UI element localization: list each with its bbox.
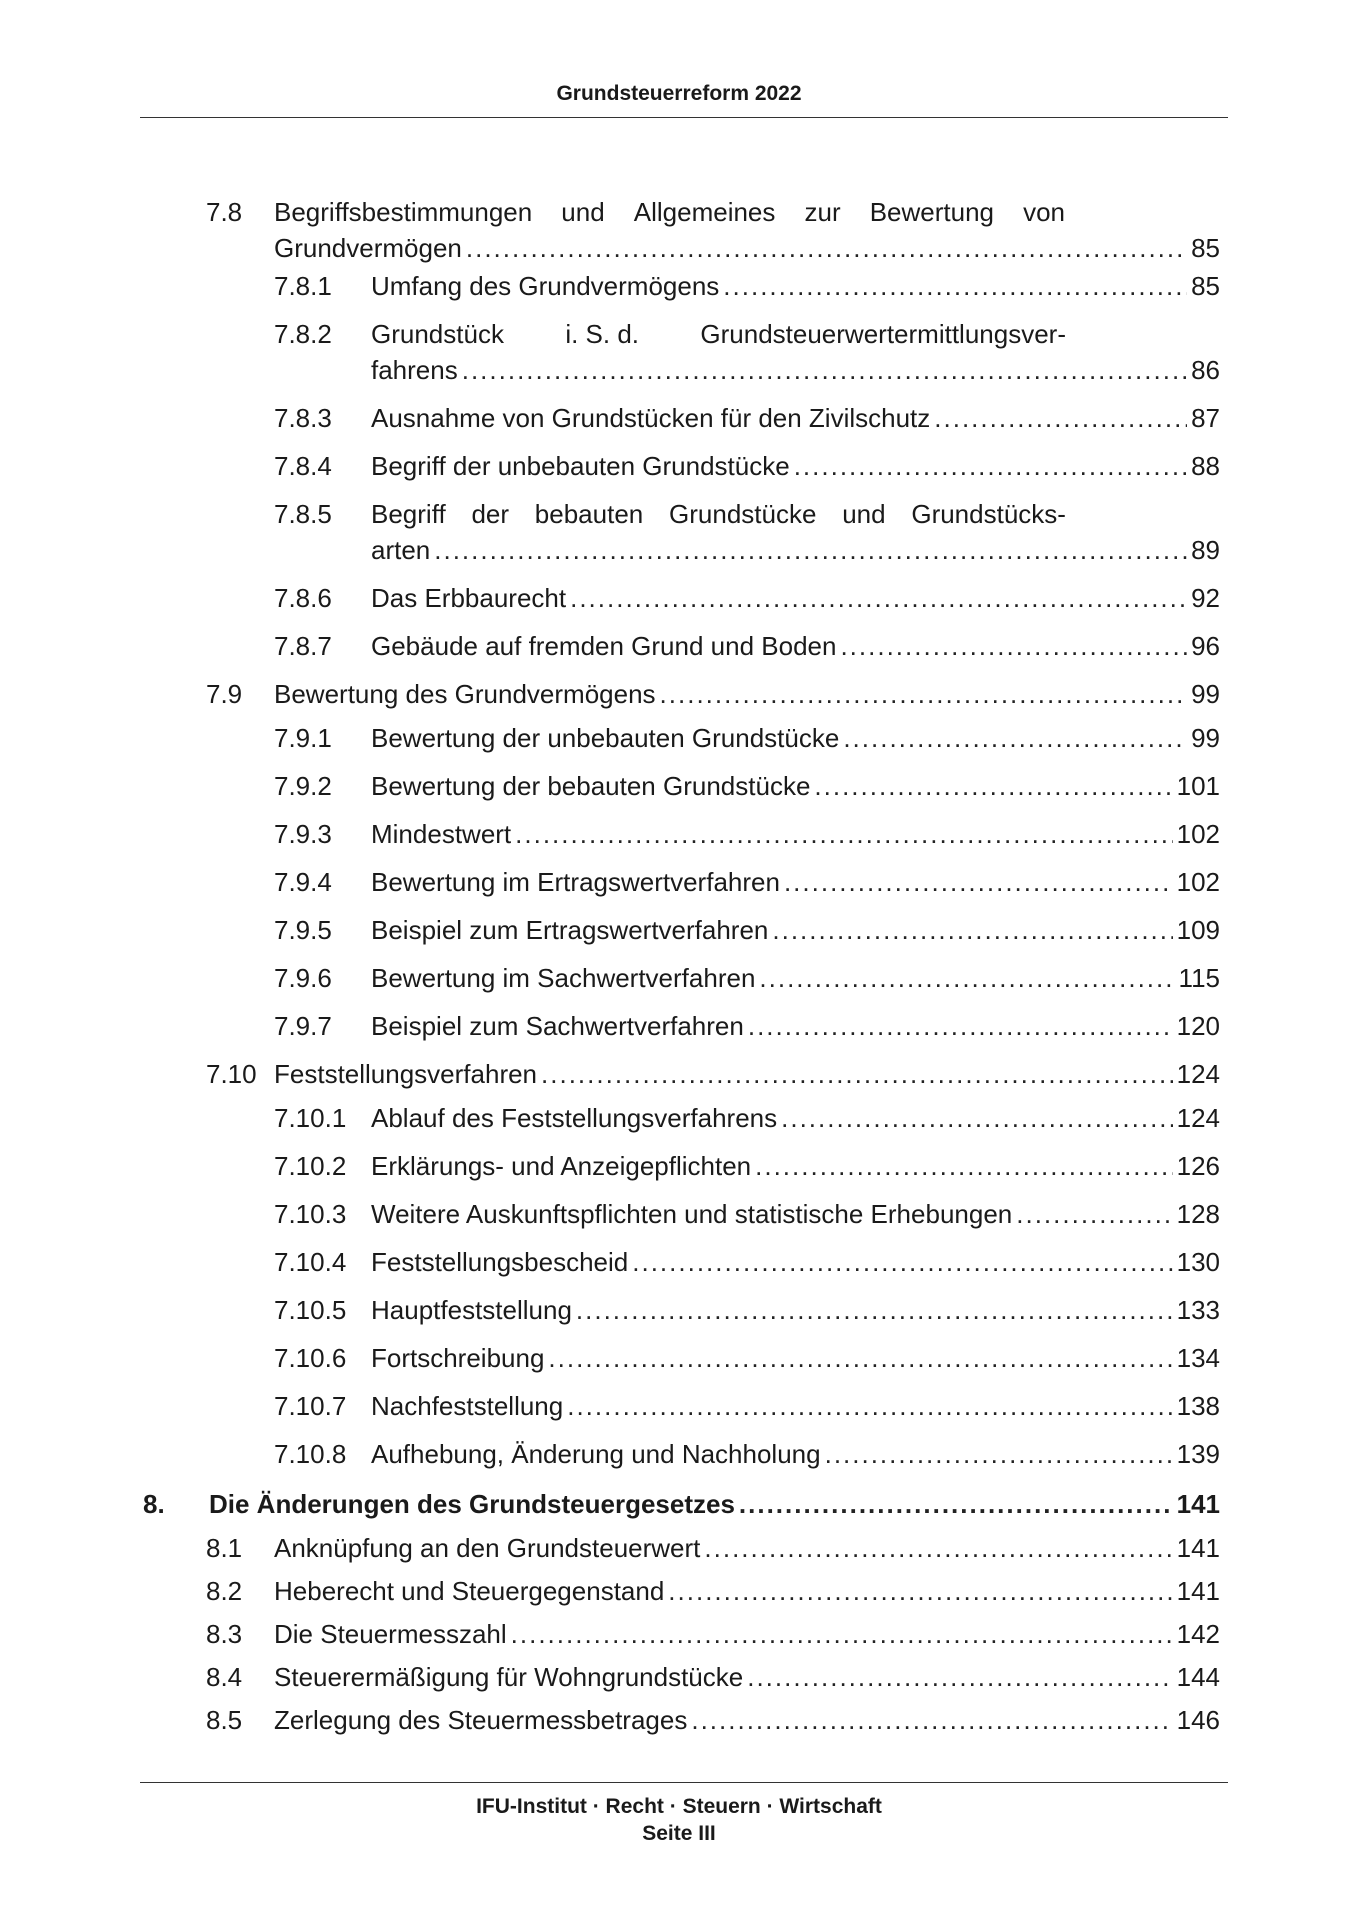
toc-page: 102 bbox=[1176, 819, 1220, 849]
toc-title: Grundvermögen bbox=[274, 233, 462, 263]
toc-page: 133 bbox=[1176, 1295, 1220, 1325]
toc-number: 7.8.7 bbox=[274, 631, 332, 661]
footer-rule bbox=[140, 1782, 1228, 1783]
toc-number: 7.9 bbox=[206, 679, 243, 709]
toc-number: 7.10.3 bbox=[274, 1199, 347, 1229]
toc-title: Erklärungs- und Anzeigepflichten bbox=[371, 1151, 752, 1181]
toc-title: Feststellungsbescheid bbox=[371, 1247, 629, 1277]
toc-number: 7.10.2 bbox=[274, 1151, 347, 1181]
toc-leader bbox=[434, 532, 1187, 568]
toc-leader bbox=[462, 352, 1187, 388]
toc-title-line2 bbox=[371, 352, 1220, 388]
toc-title: Die Steuermesszahl bbox=[274, 1619, 507, 1649]
toc-title: Ablauf des Feststellungsverfahrens bbox=[371, 1103, 778, 1133]
toc-leader bbox=[691, 1702, 1172, 1738]
toc-leader bbox=[1016, 1196, 1172, 1232]
toc-leader bbox=[723, 268, 1187, 304]
toc-leader bbox=[668, 1573, 1172, 1609]
toc-number: 7.10.8 bbox=[274, 1439, 347, 1469]
toc-title: Bewertung der unbebauten Grundstücke bbox=[371, 723, 840, 753]
toc-page: 115 bbox=[1178, 963, 1220, 993]
toc-number: 7.9.4 bbox=[274, 867, 332, 897]
toc-page: 138 bbox=[1176, 1391, 1220, 1421]
toc-entry-7-10-3[interactable] bbox=[274, 1196, 1220, 1232]
toc-entry-8-1[interactable] bbox=[206, 1530, 1220, 1566]
toc-number: 7.8.5 bbox=[274, 499, 332, 529]
toc-title: Bewertung des Grundvermögens bbox=[274, 679, 656, 709]
toc-page: 99 bbox=[1191, 679, 1220, 709]
toc-entry-7-8-1[interactable] bbox=[274, 268, 1220, 304]
toc-title: Gebäude auf fremden Grund und Boden bbox=[371, 631, 837, 661]
toc-title: Umfang des Grundvermögens bbox=[371, 271, 720, 301]
toc-title: Fortschreibung bbox=[371, 1343, 545, 1373]
toc-page: 124 bbox=[1176, 1059, 1220, 1089]
toc-page: 130 bbox=[1176, 1247, 1220, 1277]
footer-publisher: IFU-Institut · Recht · Steuern · Wirtschaft bbox=[476, 1795, 882, 1818]
toc-number: 7.9.5 bbox=[274, 915, 332, 945]
toc-page: 144 bbox=[1176, 1662, 1220, 1692]
toc-number: 8.5 bbox=[206, 1705, 243, 1735]
toc-leader bbox=[511, 1616, 1173, 1652]
toc-title-line1: Grundstück i. S. d. Grundsteuerwertermittlungsver- bbox=[371, 319, 1066, 349]
toc-page: 120 bbox=[1176, 1011, 1220, 1041]
toc-title: Beispiel zum Ertragswertverfahren bbox=[371, 915, 769, 945]
toc-page: 126 bbox=[1176, 1151, 1220, 1181]
toc-number: 7.8.1 bbox=[274, 271, 332, 301]
toc-number: 7.9.7 bbox=[274, 1011, 332, 1041]
toc-entry-7-10-4[interactable] bbox=[274, 1244, 1220, 1280]
toc-entry-7-10-8[interactable] bbox=[274, 1436, 1220, 1472]
toc-page: 92 bbox=[1191, 583, 1220, 613]
toc-page: 101 bbox=[1176, 771, 1220, 801]
toc-number: 7.10.1 bbox=[274, 1103, 347, 1133]
toc-leader bbox=[840, 628, 1187, 664]
toc-entry-7-8-5[interactable] bbox=[274, 496, 1220, 568]
toc-page: 99 bbox=[1191, 723, 1220, 753]
toc-entry-7-8-6[interactable] bbox=[274, 580, 1220, 616]
toc-number: 8.4 bbox=[206, 1662, 243, 1692]
footer-page-number: Seite III bbox=[642, 1822, 716, 1845]
toc-entry-7-9-1[interactable] bbox=[274, 720, 1220, 756]
toc-page: 85 bbox=[1191, 233, 1220, 263]
toc-leader bbox=[567, 1388, 1172, 1424]
toc-leader bbox=[576, 1292, 1173, 1328]
toc-title: Zerlegung des Steuermessbetrages bbox=[274, 1705, 688, 1735]
toc-title-line1: Begriffsbestimmungen und Allgemeines zur Bewertung von bbox=[274, 197, 1065, 227]
toc-number: 7.9.1 bbox=[274, 723, 332, 753]
toc-entry-7-10-1[interactable] bbox=[274, 1100, 1220, 1136]
toc-leader bbox=[759, 960, 1174, 996]
toc-leader bbox=[739, 1486, 1173, 1522]
toc-entry-7-9-5[interactable] bbox=[274, 912, 1220, 948]
toc-entry-8-2[interactable] bbox=[206, 1573, 1220, 1609]
toc-title: fahrens bbox=[371, 355, 458, 385]
toc-page: 128 bbox=[1176, 1199, 1220, 1229]
toc-number: 8.1 bbox=[206, 1533, 243, 1563]
toc-title: Aufhebung, Änderung und Nachholung bbox=[371, 1439, 821, 1469]
toc-title: Bewertung im Ertragswertverfahren bbox=[371, 867, 780, 897]
toc-leader bbox=[747, 1659, 1172, 1695]
toc-number: 7.10.7 bbox=[274, 1391, 347, 1421]
toc-leader bbox=[755, 1148, 1172, 1184]
toc-leader bbox=[748, 1008, 1173, 1044]
toc-number: 7.8.2 bbox=[274, 319, 332, 349]
toc-entry-8[interactable] bbox=[143, 1486, 1220, 1522]
toc-leader bbox=[934, 400, 1187, 436]
toc-leader bbox=[843, 720, 1187, 756]
toc-page: 139 bbox=[1176, 1439, 1220, 1469]
toc-entry-7-10[interactable] bbox=[206, 1056, 1220, 1092]
toc-entry-7-8-3[interactable] bbox=[274, 400, 1220, 436]
toc-number: 7.9.6 bbox=[274, 963, 332, 993]
toc-page: 87 bbox=[1191, 403, 1220, 433]
toc-number: 7.8.6 bbox=[274, 583, 332, 613]
toc-title: Beispiel zum Sachwertverfahren bbox=[371, 1011, 744, 1041]
toc-leader bbox=[660, 676, 1188, 712]
toc-title-line1: Begriff der bebauten Grundstücke und Grundstücks- bbox=[371, 499, 1066, 529]
toc-entry-7-8-7[interactable] bbox=[274, 628, 1220, 664]
toc-leader bbox=[781, 1100, 1172, 1136]
toc-number: 7.8 bbox=[206, 197, 243, 227]
toc-title: Feststellungsverfahren bbox=[274, 1059, 538, 1089]
toc-leader bbox=[570, 580, 1187, 616]
toc-page: 141 bbox=[1176, 1533, 1220, 1563]
toc-page: 96 bbox=[1191, 631, 1220, 661]
toc-page: 141 bbox=[1176, 1576, 1220, 1606]
toc-leader bbox=[515, 816, 1172, 852]
toc-number: 7.8.3 bbox=[274, 403, 332, 433]
toc-title: Steuerermäßigung für Wohngrundstücke bbox=[274, 1662, 744, 1692]
toc-title: Das Erbbaurecht bbox=[371, 583, 567, 613]
toc-leader bbox=[541, 1056, 1173, 1092]
toc-number: 7.9.2 bbox=[274, 771, 332, 801]
toc-title: Begriff der unbebauten Grundstücke bbox=[371, 451, 790, 481]
toc-entry-7-8-2[interactable] bbox=[274, 316, 1220, 388]
toc-number: 7.10.6 bbox=[274, 1343, 347, 1373]
toc-entry-7-10-6[interactable] bbox=[274, 1340, 1220, 1376]
toc-page: 88 bbox=[1191, 451, 1220, 481]
toc-leader bbox=[632, 1244, 1172, 1280]
toc-title: Nachfeststellung bbox=[371, 1391, 564, 1421]
toc-title: Hauptfeststellung bbox=[371, 1295, 572, 1325]
toc-title: Bewertung der bebauten Grundstücke bbox=[371, 771, 811, 801]
toc-entry-7-9-4[interactable] bbox=[274, 864, 1220, 900]
toc-entry-7-9[interactable] bbox=[206, 676, 1220, 712]
toc-number: 7.10 bbox=[206, 1059, 257, 1089]
toc-page: 142 bbox=[1176, 1619, 1220, 1649]
toc-page: 89 bbox=[1191, 535, 1220, 565]
toc-leader bbox=[794, 448, 1187, 484]
toc-title-line2 bbox=[274, 230, 1220, 266]
page-header-title: Grundsteuerreform 2022 bbox=[556, 82, 802, 105]
toc-number: 8. bbox=[143, 1489, 165, 1519]
toc-entry-8-3[interactable] bbox=[206, 1616, 1220, 1652]
toc-leader bbox=[784, 864, 1173, 900]
toc-page: 86 bbox=[1191, 355, 1220, 385]
toc-number: 7.10.4 bbox=[274, 1247, 347, 1277]
toc-leader bbox=[466, 230, 1187, 266]
toc-page: 109 bbox=[1176, 915, 1220, 945]
toc-leader bbox=[814, 768, 1172, 804]
toc-title: Bewertung im Sachwertverfahren bbox=[371, 963, 756, 993]
toc-title: arten bbox=[371, 535, 431, 565]
toc-leader bbox=[548, 1340, 1172, 1376]
toc-title: Mindestwert bbox=[371, 819, 512, 849]
toc-entry-7-10-7[interactable] bbox=[274, 1388, 1220, 1424]
toc-page: 102 bbox=[1176, 867, 1220, 897]
toc-title: Ausnahme von Grundstücken für den Zivilschutz bbox=[371, 403, 931, 433]
toc-page: 146 bbox=[1176, 1705, 1220, 1735]
toc-leader bbox=[772, 912, 1172, 948]
toc-entry-7-8[interactable] bbox=[206, 194, 1220, 266]
toc-entry-7-10-5[interactable] bbox=[274, 1292, 1220, 1328]
toc-entry-7-9-7[interactable] bbox=[274, 1008, 1220, 1044]
toc-leader bbox=[825, 1436, 1173, 1472]
toc-page: 141 bbox=[1176, 1489, 1220, 1519]
toc-entry-7-8-4[interactable] bbox=[274, 448, 1220, 484]
toc-entry-7-9-2[interactable] bbox=[274, 768, 1220, 804]
toc-title: Weitere Auskunftspflichten und statistische Erhebungen bbox=[371, 1199, 1013, 1229]
toc-entry-7-10-2[interactable] bbox=[274, 1148, 1220, 1184]
toc-entry-8-5[interactable] bbox=[206, 1702, 1220, 1738]
toc-page: 124 bbox=[1176, 1103, 1220, 1133]
toc-entry-8-4[interactable] bbox=[206, 1659, 1220, 1695]
toc-number: 7.8.4 bbox=[274, 451, 332, 481]
toc-page: 85 bbox=[1191, 271, 1220, 301]
toc-entry-7-9-3[interactable] bbox=[274, 816, 1220, 852]
toc-title: Die Änderungen des Grundsteuergesetzes bbox=[209, 1489, 735, 1519]
toc-title: Anknüpfung an den Grundsteuerwert bbox=[274, 1533, 701, 1563]
toc-title: Heberecht und Steuergegenstand bbox=[274, 1576, 665, 1606]
toc-number: 8.2 bbox=[206, 1576, 243, 1606]
toc-number: 8.3 bbox=[206, 1619, 243, 1649]
toc-number: 7.10.5 bbox=[274, 1295, 347, 1325]
toc-leader bbox=[704, 1530, 1172, 1566]
toc-page: 134 bbox=[1176, 1343, 1220, 1373]
toc-entry-7-9-6[interactable] bbox=[274, 960, 1220, 996]
toc-number: 7.9.3 bbox=[274, 819, 332, 849]
toc-title-line2 bbox=[371, 532, 1220, 568]
